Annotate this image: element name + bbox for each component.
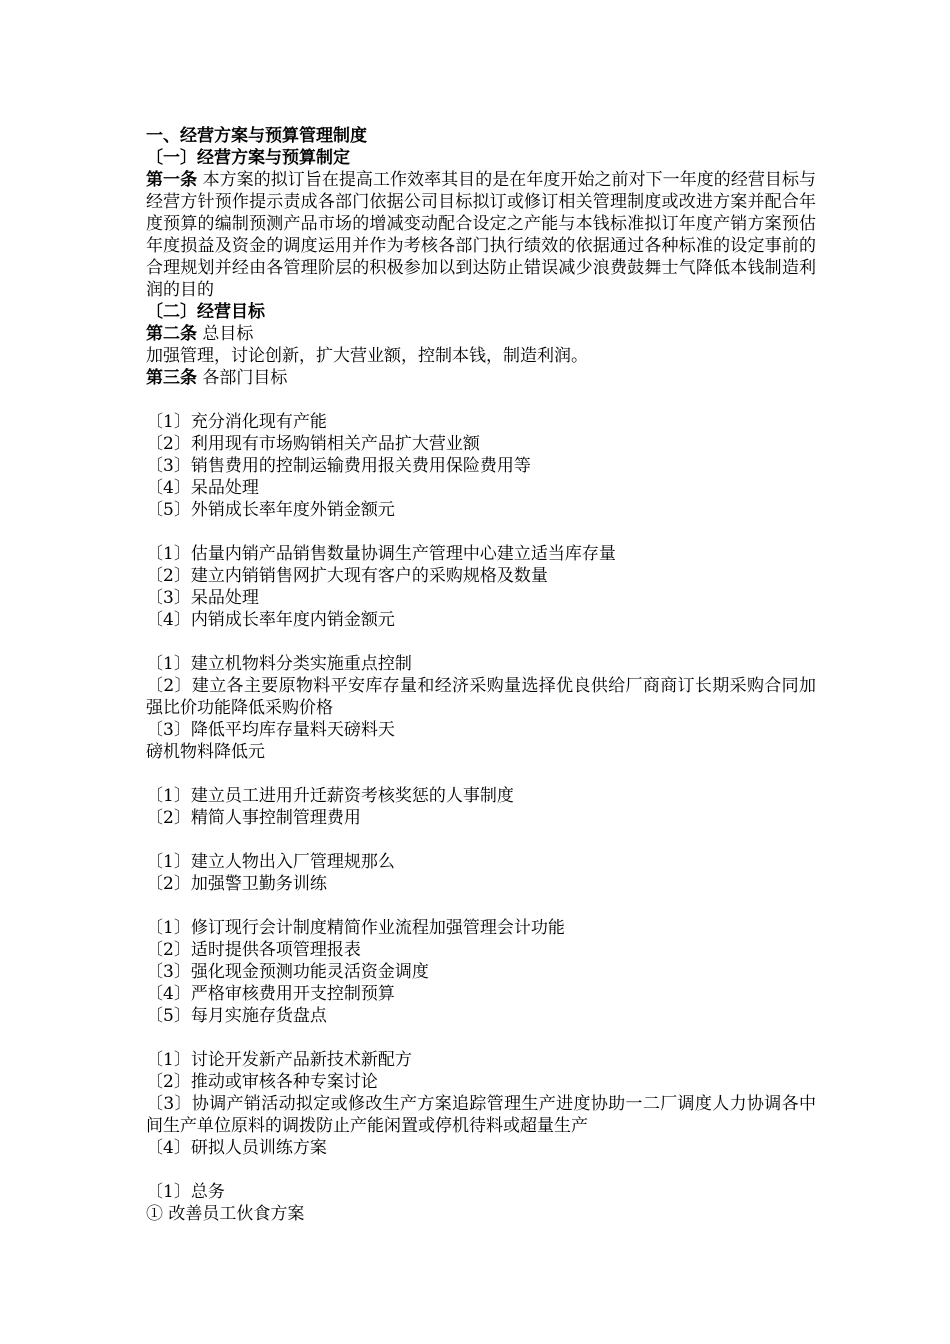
spacer — [146, 829, 816, 851]
goal-group-export — [146, 411, 816, 521]
article-2-body: 加强管理，讨论创新，扩大营业额，控制本钱，制造利润。 — [146, 346, 588, 366]
list-item: 〔3〕强化现金预测功能灵活资金调度 — [146, 962, 429, 982]
list-item: 〔1〕建立人物出入厂管理规那么 — [146, 852, 395, 872]
list-item: 〔2〕精简人事控制管理费用 — [146, 808, 361, 828]
list-item: 〔2〕建立内销销售网扩大现有客户的采购规格及数量 — [146, 566, 548, 586]
spacer — [146, 521, 816, 543]
list-item: ① 改善员工伙食方案 — [146, 1204, 305, 1224]
list-item: 〔3〕协调产销活动拟定或修改生产方案追踪管理生产进度协助一二厂调度人力协调各中间生产单位原料的调拨防止产能闲置或停机待料或超量生产 — [146, 1094, 816, 1136]
list-item: 〔1〕讨论开发新产品新技术新配方 — [146, 1050, 412, 1070]
list-item: 〔3〕呆品处理 — [146, 588, 259, 608]
list-item: 〔3〕销售费用的控制运输费用报关费用保险费用等 — [146, 456, 531, 476]
spacer — [146, 631, 816, 653]
spacer — [146, 1027, 816, 1049]
section-heading-2: 〔二〕经营目标 — [146, 302, 265, 322]
list-item: 〔2〕建立各主要原物料平安库存量和经济采购量选择优良供给厂商商订长期采购合同加强比价功能降低采购价格 — [146, 676, 816, 718]
list-item: 〔5〕外销成长率年度外销金额元 — [146, 500, 395, 520]
article-2 — [146, 323, 816, 345]
goal-group-domestic — [146, 543, 816, 631]
article-3-text: 各部门目标 — [197, 368, 288, 388]
goal-group-general — [146, 1181, 816, 1225]
list-item: 〔4〕严格审核费用开支控制预算 — [146, 984, 395, 1004]
goal-group-security — [146, 851, 816, 895]
list-item: 〔5〕每月实施存货盘点 — [146, 1006, 327, 1026]
goal-group-rd — [146, 1049, 816, 1159]
list-item: 〔4〕呆品处理 — [146, 478, 259, 498]
list-item: 〔1〕总务 — [146, 1182, 225, 1202]
document-body — [146, 125, 816, 1225]
list-item: 〔4〕内销成长率年度内销金额元 — [146, 610, 395, 630]
list-item: 〔4〕研拟人员训练方案 — [146, 1138, 327, 1158]
list-item: 〔2〕适时提供各项管理报表 — [146, 940, 361, 960]
list-item: 〔3〕降低平均库存量料天磅料天 — [146, 720, 395, 740]
list-item: 〔1〕修订现行会计制度精简作业流程加强管理会计功能 — [146, 918, 565, 938]
article-2-label: 第二条 — [146, 324, 197, 344]
spacer — [146, 389, 816, 411]
article-1 — [146, 169, 816, 301]
section-heading-1: 〔一〕经营方案与预算制定 — [146, 148, 350, 168]
goal-group-purchase — [146, 653, 816, 763]
list-item: 〔1〕建立员工进用升迁薪资考核奖惩的人事制度 — [146, 786, 514, 806]
article-1-label: 第一条 — [146, 170, 198, 190]
list-item: 〔2〕利用现有市场购销相关产品扩大营业额 — [146, 434, 480, 454]
list-item: 〔1〕估量内销产品销售数量协调生产管理中心建立适当库存量 — [146, 544, 616, 564]
article-3 — [146, 367, 816, 389]
list-item: 磅机物料降低元 — [146, 742, 265, 762]
list-item: 〔1〕建立机物料分类实施重点控制 — [146, 654, 412, 674]
document-title: 一、经营方案与预算管理制度 — [146, 126, 367, 146]
article-1-text: 本方案的拟订旨在提高工作效率其目的是在年度开始之前对下一年度的经营目标与经营方针预作提示责成各部门依据公司目标拟订或修订相关管理制度或改进方案并配合年度预算的编制预测产品市场的增减变动配合设定之产能与本钱标准拟订年度产销方案预估年度损益及资金的调度运用并作为考核各部门执行绩效的依据通过各种标准的设定事前的合理规划并经由各管理阶层的积极参加以到达防止错误减少浪费鼓舞士气降低本钱制造利润的目的 — [146, 170, 816, 300]
spacer — [146, 895, 816, 917]
spacer — [146, 1159, 816, 1181]
list-item: 〔2〕加强警卫勤务训练 — [146, 874, 327, 894]
list-item: 〔2〕推动或审核各种专案讨论 — [146, 1072, 378, 1092]
goal-group-finance — [146, 917, 816, 1027]
spacer — [146, 763, 816, 785]
article-2-text: 总目标 — [197, 324, 254, 344]
goal-group-hr — [146, 785, 816, 829]
list-item: 〔1〕充分消化现有产能 — [146, 412, 327, 432]
article-3-label: 第三条 — [146, 368, 197, 388]
